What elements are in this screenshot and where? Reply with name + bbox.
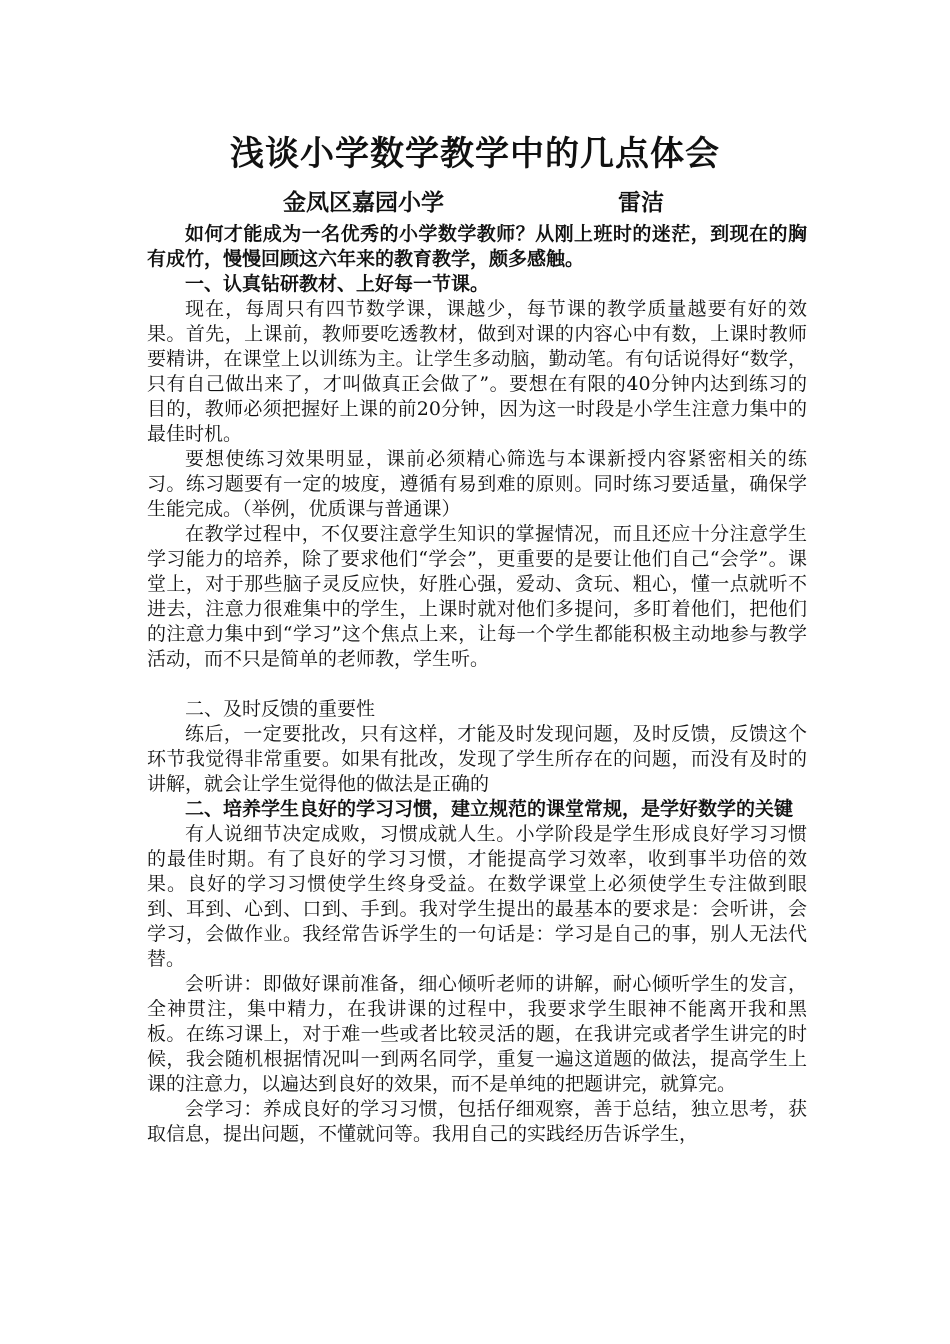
body-paragraph: 会学习：养成良好的学习习惯，包括仔细观察，善于总结，独立思考，获取信息，提出问题，不懂就问等。我用自己的实践经历告诉学生， xyxy=(147,1098,807,1145)
document-title: 浅谈小学数学教学中的几点体会 xyxy=(230,134,720,174)
section-heading-1: 一、认真钻研教材、上好每一节课。 xyxy=(185,273,490,295)
author-name: 雷洁 xyxy=(618,189,664,216)
author-school: 金凤区嘉园小学 xyxy=(283,189,444,216)
body-paragraph: 要想使练习效果明显，课前必须精心筛选与本课新授内容紧密相关的练习。练习题要有一定的坡度，遵循有易到难的原则。同时练习要适量，确保学生能完成。（举例，优质课与普通课） xyxy=(147,448,807,520)
author-line xyxy=(0,184,950,216)
section-heading-2a: 二、及时反馈的重要性 xyxy=(185,698,376,720)
document-body xyxy=(147,222,807,1147)
intro-paragraph: 如何才能成为一名优秀的小学数学教师？从刚上班时的迷茫，到现在的胸有成竹，慢慢回顾这六年来的教育教学，颇多感触。 xyxy=(147,223,807,270)
body-paragraph: 练后，一定要批改，只有这样，才能及时发现问题，及时反馈，反馈这个环节我觉得非常重要。如果有批改，发现了学生所存在的问题，而没有及时的讲解，就会让学生觉得他的做法是正确的 xyxy=(147,723,807,795)
section-heading-2b: 二、培养学生良好的学习习惯，建立规范的课堂常规，是学好数学的关键 xyxy=(185,798,794,820)
body-paragraph: 会听讲：即做好课前准备，细心倾听老师的讲解，耐心倾听学生的发言，全神贯注，集中精力，在我讲课的过程中，我要求学生眼神不能离开我和黑板。在练习课上，对于难一些或者比较灵活的题，在我讲完或者学生讲完的时候，我会随机根据情况叫一到两名同学，重复一遍这道题的做法，提高学生上课的注意力，以遍达到良好的效果，而不是单纯的把题讲完，就算完。 xyxy=(147,973,807,1095)
body-paragraph: 有人说细节决定成败，习惯成就人生。小学阶段是学生形成良好学习习惯的最佳时期。有了良好的学习习惯，才能提高学习效率，收到事半功倍的效果。良好的学习习惯使学生终身受益。在数学课堂上必须使学生专注做到眼到、耳到、心到、口到、手到。我对学生提出的最基本的要求是：会听讲，会学习，会做作业。我经常告诉学生的一句话是：学习是自己的事，别人无法代替。 xyxy=(147,823,807,970)
body-paragraph: 现在，每周只有四节数学课，课越少，每节课的教学质量越要有好的效果。首先，上课前，教师要吃透教材，做到对课的内容心中有数，上课时教师要精讲，在课堂上以训练为主。让学生多动脑，勤动笔。有句话说得好“数学，只有自己做出来了，才叫做真正会做了”。要想在有限的40分钟内达到练习的目的，教师必须把握好上课的前20分钟，因为这一时段是小学生注意力集中的最佳时机。 xyxy=(147,298,807,445)
body-paragraph: 在教学过程中，不仅要注意学生知识的掌握情况，而且还应十分注意学生学习能力的培养，除了要求他们“学会”，更重要的是要让他们自己“会学”。课堂上，对于那些脑子灵反应快，好胜心强，爱动、贪玩、粗心，懂一点就听不进去，注意力很难集中的学生，上课时就对他们多提问，多盯着他们，把他们的注意力集中到“学习”这个焦点上来，让每一个学生都能积极主动地参与教学活动，而不只是简单的老师教，学生听。 xyxy=(147,523,807,670)
